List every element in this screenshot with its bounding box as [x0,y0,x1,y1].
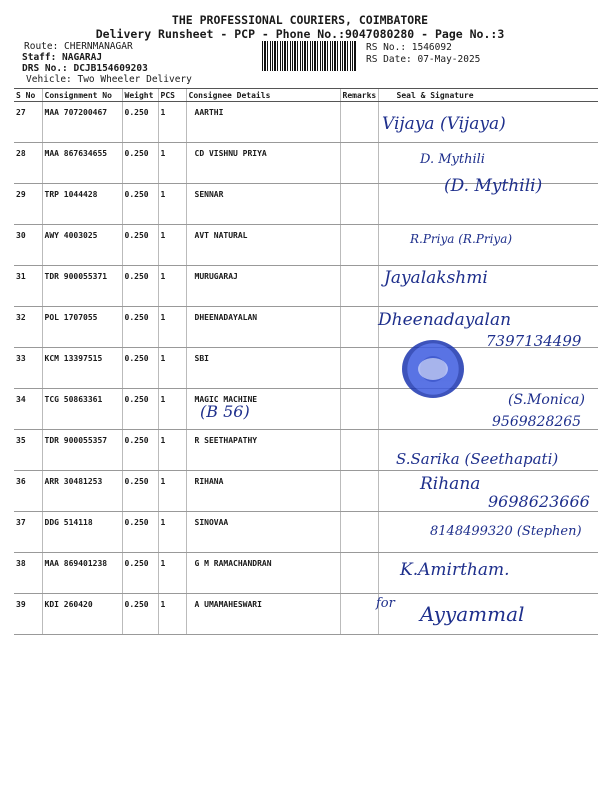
signature-37-phone: 8148499320 (Stephen) [430,524,582,539]
sno: 32 [14,307,42,348]
consignee: RIHANA [186,471,340,512]
sno: 30 [14,225,42,266]
staff-label: Staff: NAGARAJ [22,52,103,63]
consignee: AARTHI [186,102,340,143]
runsheet-subtitle: Delivery Runsheet - PCP - Phone No.:9047080280 - Page No.:3 [95,27,505,41]
sno: 34 [14,389,42,430]
consignment-no: TDR 900055371 [42,266,122,307]
header-weight: Weight [122,89,158,102]
remarks [340,143,378,184]
consignee: SBI [186,348,340,389]
note-34: (B 56) [200,402,250,421]
consignee: SENNAR [186,184,340,225]
signature-38: K.Amirtham. [400,560,510,580]
weight: 0.250 [122,389,158,430]
pcs: 1 [158,553,186,594]
weight: 0.250 [122,184,158,225]
remarks [340,102,378,143]
signature-28-name: (D. Mythili) [444,176,543,196]
consignment-no: MAA 707200467 [42,102,122,143]
consignment-no: TCG 50863361 [42,389,122,430]
signature-27: Vijaya (Vijaya) [382,114,506,134]
sno: 31 [14,266,42,307]
route-label: Route: CHERNMANAGAR [24,41,133,52]
consignee: MURUGARAJ [186,266,340,307]
signature-36-name: Rihana [420,474,481,494]
signature-33: 7397134499 [486,332,582,350]
weight: 0.250 [122,430,158,471]
table-row [14,553,598,594]
consignee: A UMAMAHESWARI [186,594,340,635]
remarks [340,594,378,635]
company-title: THE PROFESSIONAL COURIERS, COIMBATORE [171,13,429,27]
pcs: 1 [158,225,186,266]
pcs: 1 [158,471,186,512]
header-remarks: Remarks [340,89,378,102]
header-consignment: Consignment No [42,89,122,102]
drs-label: DRS No.: DCJB154609203 [22,63,148,74]
header-consignee: Consignee Details [186,89,340,102]
consignment-no: TRP 1044428 [42,184,122,225]
consignment-no: ARR 30481253 [42,471,122,512]
signature-37: 9698623666 [488,492,590,511]
signature-34-phone: 9569828265 [492,414,582,430]
remarks [340,430,378,471]
weight: 0.250 [122,512,158,553]
signature-34: (S.Monica) [508,392,585,408]
weight: 0.250 [122,471,158,512]
weight: 0.250 [122,594,158,635]
consignment-no: DDG 514118 [42,512,122,553]
signature-39: Ayyammal [420,602,525,626]
header-signature: Seal & Signature [378,89,598,102]
consignment-no: POL 1707055 [42,307,122,348]
consignee: AVT NATURAL [186,225,340,266]
weight: 0.250 [122,348,158,389]
rs-date: RS Date: 07-May-2025 [366,54,481,65]
sno: 36 [14,471,42,512]
remarks [340,266,378,307]
table-row [14,266,598,307]
remarks [340,184,378,225]
consignee: R SEETHAPATHY [186,430,340,471]
table-header-row [14,89,598,102]
pcs: 1 [158,594,186,635]
header-pcs: PCS [158,89,186,102]
remarks [340,348,378,389]
delivery-table [14,88,598,635]
pcs: 1 [158,266,186,307]
consignment-no: KDI 260420 [42,594,122,635]
remarks [340,389,378,430]
weight: 0.250 [122,307,158,348]
consignee: G M RAMACHANDRAN [186,553,340,594]
table-row [14,348,598,389]
rs-number: RS No.: 1546092 [366,42,452,53]
signature-36: S.Sarika (Seethapati) [396,450,559,468]
remarks [340,512,378,553]
pcs: 1 [158,348,186,389]
weight: 0.250 [122,225,158,266]
pcs: 1 [158,102,186,143]
sno: 38 [14,553,42,594]
weight: 0.250 [122,102,158,143]
pcs: 1 [158,184,186,225]
consignment-no: MAA 867634655 [42,143,122,184]
remarks [340,553,378,594]
table-row [14,102,598,143]
remarks [340,225,378,266]
sno: 33 [14,348,42,389]
pcs: 1 [158,307,186,348]
consignment-no: AWY 4003025 [42,225,122,266]
pcs: 1 [158,143,186,184]
consignment-no: TDR 900055357 [42,430,122,471]
consignment-no: MAA 869401238 [42,553,122,594]
consignee: CD VISHNU PRIYA [186,143,340,184]
pcs: 1 [158,430,186,471]
signature-28: D. Mythili [420,152,485,167]
sno: 37 [14,512,42,553]
vehicle-label: Vehicle: Two Wheeler Delivery [26,74,192,85]
signature-30: R.Priya (R.Priya) [410,232,513,246]
signature-39-for: for [376,596,395,611]
barcode [262,41,356,71]
consignee: MAGIC MACHINE [186,389,340,430]
signature-32: Dheenadayalan [378,310,512,330]
remarks [340,307,378,348]
signature-31: Jayalakshmi [384,268,488,288]
remarks [340,471,378,512]
pcs: 1 [158,512,186,553]
weight: 0.250 [122,553,158,594]
weight: 0.250 [122,143,158,184]
consignee: DHEENADAYALAN [186,307,340,348]
weight: 0.250 [122,266,158,307]
pcs: 1 [158,389,186,430]
sno: 27 [14,102,42,143]
sno: 29 [14,184,42,225]
consignment-no: KCM 13397515 [42,348,122,389]
sno: 35 [14,430,42,471]
seal-stamp [402,340,464,398]
consignee: SINOVAA [186,512,340,553]
sno: 39 [14,594,42,635]
sno: 28 [14,143,42,184]
header-sno: S No [14,89,42,102]
